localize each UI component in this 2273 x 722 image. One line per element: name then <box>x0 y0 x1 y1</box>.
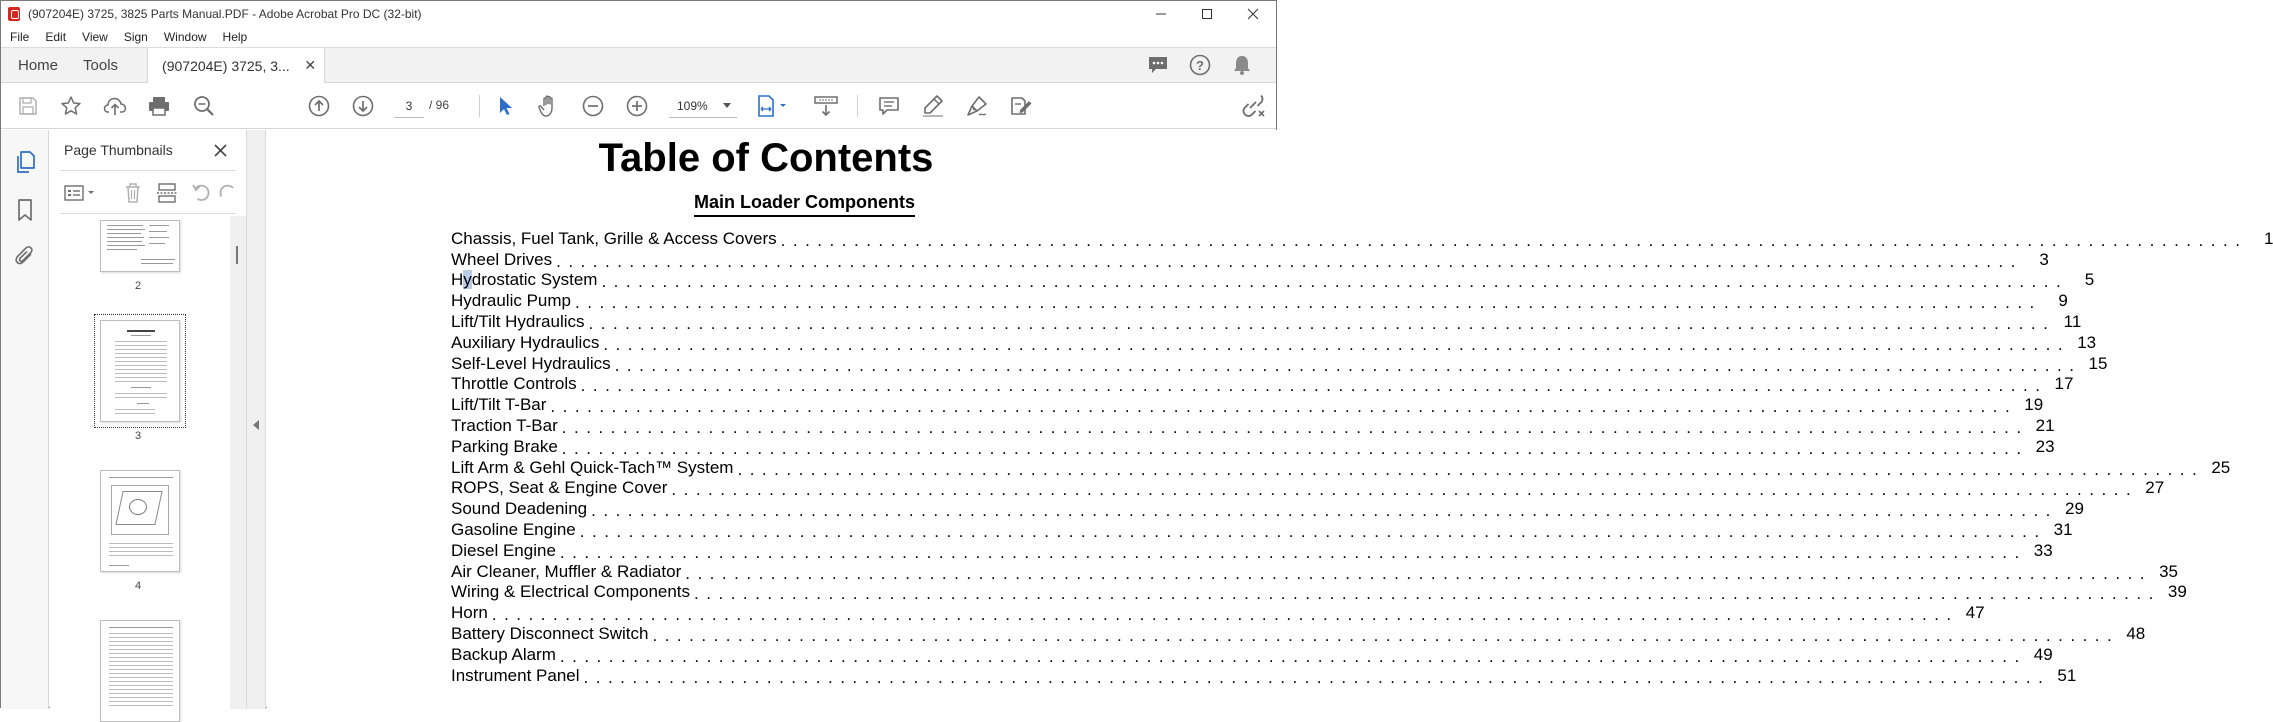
toc-entry-label: Lift Arm & Gehl Quick-Tach™ System <box>451 458 737 478</box>
notifications-button[interactable] <box>1228 51 1256 79</box>
toc-entry-page: 19 <box>2017 395 2043 415</box>
help-button[interactable] <box>1186 51 1214 79</box>
chat-bubble-icon <box>1147 55 1169 75</box>
thumbnails-scrollbar[interactable] <box>230 216 246 709</box>
toc-leader-dots: ........................................................................................................................ <box>579 521 2047 541</box>
page-thumbnail[interactable] <box>100 620 180 722</box>
toc-entry[interactable] <box>451 498 2084 521</box>
toc-entry-label: Sound Deadening <box>451 499 591 519</box>
toc-entry[interactable] <box>451 332 2097 354</box>
toc-entry[interactable] <box>451 394 2044 417</box>
toc-entry-label: Lift/Tilt T-Bar <box>451 395 550 415</box>
list-options-icon <box>63 184 97 202</box>
arrow-down-circle-icon <box>352 95 374 117</box>
toc-leader-dots: ........................................................................................................................ <box>580 376 2048 396</box>
toc-entry[interactable] <box>451 561 2179 583</box>
scrollbar-thumb[interactable] <box>236 246 238 264</box>
toc-entry-page: 23 <box>2029 437 2055 457</box>
toc-entry[interactable] <box>451 623 2146 645</box>
toc-entry[interactable] <box>451 582 2187 604</box>
toc-entry-label: Auxiliary Hydraulics <box>451 333 603 353</box>
save-button[interactable] <box>14 92 42 120</box>
toc-leader-dots: ........................................................................................................................ <box>591 501 2058 521</box>
toc-entry[interactable] <box>451 270 2095 292</box>
menu-help[interactable]: Help <box>222 30 248 44</box>
trash-icon <box>123 182 143 204</box>
toc-entry-label: Traction T-Bar <box>451 416 562 436</box>
toc-leader-dots: ........................................................................................................................ <box>737 459 2205 479</box>
toc-entry[interactable] <box>451 457 2231 479</box>
scroll-mode-button[interactable] <box>811 92 841 120</box>
rotate-right-icon <box>217 182 239 204</box>
toc-entry-page: 5 <box>2068 270 2094 290</box>
bookmark-icon <box>16 198 34 222</box>
bookmark-star-button[interactable] <box>57 92 85 120</box>
page-thumbnails-tab[interactable] <box>11 148 39 176</box>
rotate-left-icon <box>190 182 212 204</box>
toc-section-heading: Main Loader Components <box>694 192 915 217</box>
menu-file[interactable]: File <box>10 30 30 44</box>
toc-entry-label: Instrument Panel <box>451 666 584 686</box>
toc-entry[interactable] <box>451 519 2073 541</box>
page-thumbnail[interactable] <box>100 220 180 272</box>
minimize-icon <box>1156 9 1166 19</box>
paperclip-icon <box>14 244 36 268</box>
toc-entry-page: 49 <box>2027 645 2053 665</box>
menu-window[interactable]: Window <box>163 30 207 44</box>
document-tab-label: (907204E) 3725, 3... <box>162 57 290 74</box>
toolbar-divider <box>857 95 858 117</box>
toc-entry-label: ROPS, Seat & Engine Cover <box>451 478 671 498</box>
toc-leader-dots: ........................................................................................................................ <box>583 667 2051 687</box>
toc-entry-label: Throttle Controls <box>451 374 581 394</box>
toc-entry-label: Diesel Engine <box>451 541 560 561</box>
toc-entry-page: 13 <box>2070 333 2096 353</box>
save-icon <box>18 96 38 116</box>
maximize-icon <box>1202 9 1212 19</box>
thumbnail-list[interactable] <box>50 216 226 709</box>
insert-pages-button[interactable] <box>154 181 180 205</box>
toc-entry[interactable] <box>451 249 2049 271</box>
toc-entry-page: 27 <box>2138 478 2164 498</box>
toc-leader-dots: ........................................................................................................................ <box>780 230 2248 250</box>
page-thumbnail-selected[interactable] <box>100 320 180 422</box>
menu-view[interactable]: View <box>82 30 108 44</box>
toc-entry-page: 48 <box>2119 624 2145 644</box>
toc-entry-label: Air Cleaner, Muffler & Radiator <box>451 562 685 582</box>
help-icon <box>1189 54 1211 76</box>
toc-entry-page: 39 <box>2161 582 2187 602</box>
toc-entry-page: 3 <box>2023 250 2049 270</box>
menu-sign[interactable]: Sign <box>123 30 148 44</box>
print-button[interactable] <box>145 92 173 120</box>
toc-entry-label: Gasoline Engine <box>451 520 580 540</box>
toc-entry[interactable] <box>451 540 2053 562</box>
toc-entry-page: 1 <box>2247 229 2273 249</box>
toc-entry-label: Chassis, Fuel Tank, Grille & Access Covers <box>451 229 781 249</box>
toc-entry[interactable] <box>451 228 2273 250</box>
toc-leader-dots: ........................................................................................................................ <box>559 542 2027 562</box>
cursor-arrow-icon <box>496 95 514 117</box>
page-fit-button[interactable] <box>753 92 793 120</box>
toc-entry-label: Self-Level Hydraulics <box>451 354 615 374</box>
cloud-upload-icon <box>103 95 127 117</box>
toc-entry[interactable] <box>451 311 2082 333</box>
toc-entry-label: Lift/Tilt Hydraulics <box>451 312 589 332</box>
page-thumbnail[interactable] <box>100 470 180 572</box>
minus-circle-icon <box>582 95 604 117</box>
toc-leader-dots: ........................................................................................................................ <box>685 563 2153 583</box>
toc-list <box>451 228 2273 687</box>
toc-entry[interactable] <box>451 665 2077 687</box>
comment-tool-button[interactable] <box>875 92 903 120</box>
highlighter-pen-icon <box>921 94 945 118</box>
main-toolbar <box>1 83 1276 129</box>
toc-entry-label: Wiring & Electrical Components <box>451 582 694 602</box>
pane-collapse-handle[interactable] <box>246 130 266 709</box>
plus-circle-icon <box>626 95 648 117</box>
toc-leader-dots: ........................................................................................................................ <box>652 625 2120 645</box>
scroll-pages-icon <box>813 95 839 117</box>
toc-entry[interactable] <box>451 290 2068 313</box>
thumbnail-page-number: 4 <box>134 580 142 592</box>
toc-entry-label: Battery Disconnect Switch <box>451 624 652 644</box>
toc-entry-page: 17 <box>2047 374 2073 394</box>
toc-leader-dots: ........................................................................................................................ <box>550 397 2018 417</box>
toc-leader-dots: ........................................................................................................................ <box>614 355 2082 375</box>
toc-entry-label: Hydrostatic System <box>451 270 601 290</box>
toc-entry-label: Parking Brake <box>451 437 562 457</box>
edit-document-icon <box>1009 94 1033 118</box>
fountain-pen-icon <box>965 94 989 118</box>
hand-icon <box>538 94 560 118</box>
arrow-up-circle-icon <box>308 95 330 117</box>
bookmarks-tab[interactable] <box>11 196 39 224</box>
toc-leader-dots: ........................................................................................................................ <box>671 480 2139 500</box>
window-title: (907204E) 3725, 3825 Parts Manual.PDF - Adobe Acrobat Pro DC (32-bit) <box>28 7 422 21</box>
attachments-tab[interactable] <box>11 242 39 270</box>
toc-entry-label: Horn <box>451 603 492 623</box>
star-icon <box>60 95 82 117</box>
toc-entry[interactable] <box>451 436 2055 458</box>
close-icon <box>1248 9 1258 19</box>
printer-icon <box>148 96 170 116</box>
zoom-level-value: 109% <box>677 98 708 113</box>
thumbnail-options-button[interactable] <box>62 181 98 205</box>
navigation-rail <box>1 130 49 709</box>
sticky-note-icon <box>878 96 900 116</box>
toc-entry-page: 33 <box>2027 541 2053 561</box>
chevron-down-icon <box>723 103 731 108</box>
comments-button[interactable] <box>1144 51 1172 79</box>
toc-entry-page: 11 <box>2055 312 2081 332</box>
close-window-button[interactable] <box>1230 1 1276 27</box>
toc-leader-dots: ........................................................................................................................ <box>588 313 2056 333</box>
document-view[interactable] <box>267 130 2273 709</box>
fit-page-icon <box>755 94 791 118</box>
bell-icon <box>1232 54 1252 76</box>
page-thumbnails-pane <box>50 130 246 709</box>
toc-entry-label: Hydraulic Pump <box>451 291 575 311</box>
title-bar <box>1 1 1276 27</box>
chevron-left-icon <box>253 420 259 430</box>
toc-entry[interactable] <box>451 602 1985 625</box>
next-page-button[interactable] <box>349 92 377 120</box>
tab-tools[interactable]: Tools <box>83 56 119 74</box>
rotate-counterclockwise-button[interactable] <box>188 181 214 205</box>
zoom-search-icon <box>193 95 215 117</box>
toc-leader-dots: ........................................................................................................................ <box>603 334 2071 354</box>
rotate-clockwise-button[interactable] <box>220 181 236 205</box>
svg-text:?: ? <box>1196 58 1204 73</box>
toc-entry-label: Backup Alarm <box>451 645 560 665</box>
thumbnails-pane-title: Page Thumbnails <box>64 142 173 158</box>
menu-bar <box>1 27 1276 47</box>
zoom-level-select[interactable] <box>669 94 737 118</box>
toc-entry[interactable] <box>451 478 2165 500</box>
toc-entry-page: 29 <box>2058 499 2084 519</box>
sign-tool-button[interactable] <box>963 92 991 120</box>
thumbnail-page-number: 3 <box>134 430 142 442</box>
insert-page-icon <box>156 182 178 204</box>
share-link-button[interactable] <box>1239 92 1267 120</box>
toolbar-divider <box>479 95 480 117</box>
page-thumbnails-icon <box>14 150 36 174</box>
minimize-button[interactable] <box>1138 1 1184 27</box>
link-icon <box>1240 94 1266 118</box>
page-total: / 96 <box>429 98 450 112</box>
toc-entry-page: 9 <box>2042 291 2068 311</box>
toc-entry-page: 25 <box>2204 458 2230 478</box>
toc-leader-dots: ........................................................................................................................ <box>694 584 2161 604</box>
toc-title: Table of Contents <box>598 136 934 180</box>
toc-leader-dots: ........................................................................................................................ <box>559 646 2027 666</box>
toc-entry[interactable] <box>451 353 2108 375</box>
zoom-in-button[interactable] <box>623 92 651 120</box>
menu-edit[interactable]: Edit <box>45 30 67 44</box>
acrobat-logo-icon <box>8 7 20 21</box>
highlight-tool-button[interactable] <box>919 92 947 120</box>
hand-tool-button[interactable] <box>535 92 563 120</box>
toc-leader-dots: ........................................................................................................................ <box>575 293 2042 313</box>
toc-entry-page: 15 <box>2081 354 2107 374</box>
toc-entry-label: Wheel Drives <box>451 250 556 270</box>
tab-home[interactable]: Home <box>18 56 59 74</box>
toc-entry[interactable] <box>451 415 2055 437</box>
zoom-out-button[interactable] <box>579 92 607 120</box>
toc-entry[interactable] <box>451 374 2074 396</box>
tab-bar <box>1 47 1276 83</box>
toc-entry-page: 35 <box>2152 562 2178 582</box>
toc-leader-dots: ........................................................................................................................ <box>491 605 1959 625</box>
toc-entry-page: 47 <box>1959 603 1985 623</box>
toc-entry-page: 31 <box>2047 520 2073 540</box>
maximize-button[interactable] <box>1184 1 1230 27</box>
edit-pdf-button[interactable] <box>1007 92 1035 120</box>
toc-entry[interactable] <box>451 644 2053 666</box>
select-tool-button[interactable] <box>491 92 519 120</box>
thumbnail-page-number: 2 <box>134 280 142 292</box>
page-number-input[interactable] <box>394 94 424 118</box>
thumbnails-toolbar <box>60 170 236 214</box>
toc-leader-dots: ........................................................................................................................ <box>556 251 2023 271</box>
tab-document[interactable] <box>147 48 325 83</box>
toc-leader-dots: ........................................................................................................................ <box>561 417 2029 437</box>
toc-leader-dots: ........................................................................................................................ <box>601 272 2069 292</box>
upload-button[interactable] <box>101 92 129 120</box>
delete-pages-button[interactable] <box>120 181 146 205</box>
toc-entry-page: 21 <box>2029 416 2055 436</box>
find-button[interactable] <box>190 92 218 120</box>
toc-entry-page: 51 <box>2050 666 2076 686</box>
close-tab-button[interactable]: ✕ <box>304 57 317 73</box>
toc-leader-dots: ........................................................................................................................ <box>561 438 2029 458</box>
previous-page-button[interactable] <box>305 92 333 120</box>
